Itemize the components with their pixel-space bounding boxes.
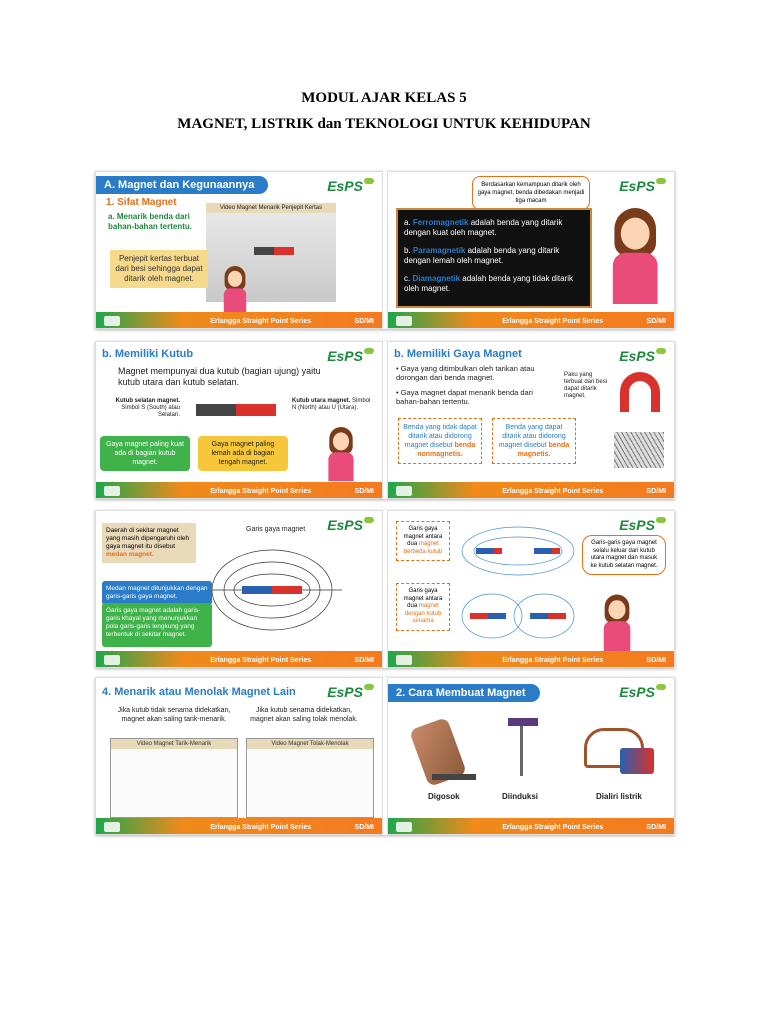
teacher-illustration <box>608 208 662 304</box>
esps-logo: EsPS <box>327 517 374 533</box>
nail-image <box>520 726 523 776</box>
slide-tarik-tolak <box>95 677 383 835</box>
definition-box: Garis gaya magnet adalah garis-garis khayal yang menunjukkan pola garis-garis lengkung yang terbentuk di sekitar magnet. <box>102 603 212 647</box>
esps-logo: EsPS <box>619 178 666 194</box>
esps-logo: EsPS <box>327 348 374 364</box>
attract-text: Jika kutub tidak senama didekatkan, magnet akan saling tarik-menarik. <box>117 707 231 723</box>
nonmagnetic-box: Benda yang tidak dapat ditarik atau didorong magnet disebut benda nonmagnetis. <box>398 418 482 464</box>
rubbed-magnet-image <box>432 774 476 780</box>
footer-logo-icon <box>104 316 120 326</box>
slide-footer: Erlangga Straight Point Series SD/MI <box>388 312 674 328</box>
slide-footer: Erlangga Straight Point Series SD/MI <box>96 482 382 498</box>
type-b: b. Paramagnetik adalah benda yang ditarik dengan lemah oleh magnet. <box>404 246 560 265</box>
bullet-1: • Gaya yang ditimbulkan oleh tarikan atau dorongan dari benda magnet. <box>396 364 535 382</box>
point-text: a. Menarik benda dari bahan-bahan tertentu. <box>108 212 193 231</box>
slide-header: 2. Cara Membuat Magnet <box>388 684 540 702</box>
teacher-illustration <box>601 595 633 652</box>
slide-footer: Erlangga Straight Point Series SD/MI <box>388 651 674 667</box>
slide-footer: Erlangga Straight Point Series SD/MI <box>96 651 382 667</box>
pole-field-diagrams <box>458 521 578 651</box>
slide-row-2 <box>95 341 675 499</box>
slide-pola-garis <box>387 510 675 668</box>
bar-magnet-image <box>196 404 276 416</box>
method-electric: Dialiri listrik <box>596 792 642 801</box>
slide-jenis-benda <box>387 171 675 329</box>
slide-footer: Erlangga Straight Point Series SD/MI <box>388 482 674 498</box>
south-label: Kutub selatan magnet. Simbol S (South) atau Selatan. <box>115 398 180 418</box>
magnetic-box: Benda yang dapat ditarik atau didorong magnet disebut benda magnetis. <box>492 418 576 464</box>
field-lines-box: Medan magnet ditunjukkan dengan garis-garis gaya magnet. <box>102 581 212 605</box>
sub-heading: 1. Sifat Magnet <box>106 197 177 208</box>
slide-kutub <box>95 341 383 499</box>
definition-note: Daerah di sekitar magnet yang masih dipengaruhi oleh gaya magnet itu disebut medan magnet. <box>102 523 196 563</box>
esps-logo: EsPS <box>619 684 666 700</box>
footer-logo-icon <box>396 822 412 832</box>
bullet-2: • Gaya magnet dapat menarik benda dari bahan-bahan tertentu. <box>396 388 533 406</box>
slide-footer: Erlangga Straight Point Series SD/MI <box>388 818 674 834</box>
method-induction: Diinduksi <box>502 792 539 801</box>
same-poles-box: Garis gaya magnet antara dua magnet dengan kutub senama <box>396 583 450 631</box>
esps-logo: EsPS <box>619 517 666 533</box>
slide-header: b. Memiliki Gaya Magnet <box>394 348 522 360</box>
slide-header: b. Memiliki Kutub <box>102 348 194 360</box>
footer-logo-icon <box>396 655 412 665</box>
body-text: Magnet mempunyai dua kutub (bagian ujung) yaitu kutub utara dan kutub selatan. <box>118 366 321 387</box>
esps-logo: EsPS <box>327 178 374 194</box>
footer-logo-icon <box>104 655 120 665</box>
blackboard <box>396 208 592 308</box>
teacher-illustration <box>221 266 248 314</box>
slide-gaya-magnet <box>387 341 675 499</box>
slide-footer: Erlangga Straight Point Series SD/MI <box>96 312 382 328</box>
document-subtitle: MAGNET, LISTRIK dan TEKNOLOGI UNTUK KEHIDUPAN <box>177 116 591 132</box>
method-rub: Digosok <box>428 792 460 801</box>
slide-row-1 <box>95 171 675 329</box>
type-a: a. Ferromagnetik adalah benda yang ditarik dengan kuat oleh magnet. <box>404 218 563 237</box>
induction-magnet-image <box>508 718 538 726</box>
battery-image <box>620 748 654 774</box>
document-title: MODUL AJAR KELAS 5 <box>301 90 467 106</box>
horseshoe-magnet-image <box>620 372 660 412</box>
note-box: Penjepit kertas terbuat dari besi sehingga dapat ditarik oleh magnet. <box>110 250 208 288</box>
slide-header: A. Magnet dan Kegunaannya <box>96 176 268 194</box>
field-label: Garis gaya magnet <box>246 526 306 533</box>
opposite-poles-box: Garis gaya magnet antara dua magnet berbeda kutub <box>396 521 450 561</box>
repel-text: Jika kutub senama didekatkan, magnet akan saling tolak menolak. <box>250 707 358 723</box>
video-label: Video Magnet Menarik Penjepit Kertas <box>206 203 336 213</box>
speech-bubble: Garis-garis gaya magnet selalu keluar dari kutub utara magnet dan masuk ke kutub selatan magnet. <box>582 535 666 575</box>
strong-force-box: Gaya magnet paling kuat ada di bagian kutub magnet. <box>100 436 190 471</box>
magnet-image <box>254 247 294 255</box>
slide-sifat-magnet <box>95 171 383 329</box>
esps-logo: EsPS <box>619 348 666 364</box>
footer-logo-icon <box>104 822 120 832</box>
video-repel[interactable]: Video Magnet Tolak-Menolak <box>246 738 374 818</box>
speech-bubble: Berdasarkan kemampuan ditarik oleh gaya magnet, benda dibedakan menjadi tiga macam <box>472 176 590 210</box>
footer-logo-icon <box>104 486 120 496</box>
type-c: c. Diamagnetik adalah benda yang tidak ditarik oleh magnet. <box>404 274 574 293</box>
footer-logo-icon <box>396 486 412 496</box>
slide-footer: Erlangga Straight Point Series SD/MI <box>96 818 382 834</box>
field-lines-diagram <box>202 535 342 645</box>
north-label: Kutub utara magnet. Simbol N (North) atau U (Utara). <box>292 398 371 411</box>
weak-force-box: Gaya magnet paling lemah ada di bagian tengah magnet. <box>198 436 288 471</box>
slide-cara-membuat <box>387 677 675 835</box>
slide-header: 4. Menarik atau Menolak Magnet Lain <box>102 686 296 698</box>
slide-medan-magnet <box>95 510 383 668</box>
teacher-illustration <box>326 427 357 481</box>
esps-logo: EsPS <box>327 684 374 700</box>
slide-row-4 <box>95 677 675 835</box>
video-attract[interactable]: Video Magnet Tarik-Menarik <box>110 738 238 818</box>
footer-logo-icon <box>396 316 412 326</box>
nails-image <box>614 432 664 468</box>
slide-row-3 <box>95 510 675 668</box>
nail-note: Paku yang terbuat dari besi dapat ditarik magnet. <box>564 372 608 399</box>
